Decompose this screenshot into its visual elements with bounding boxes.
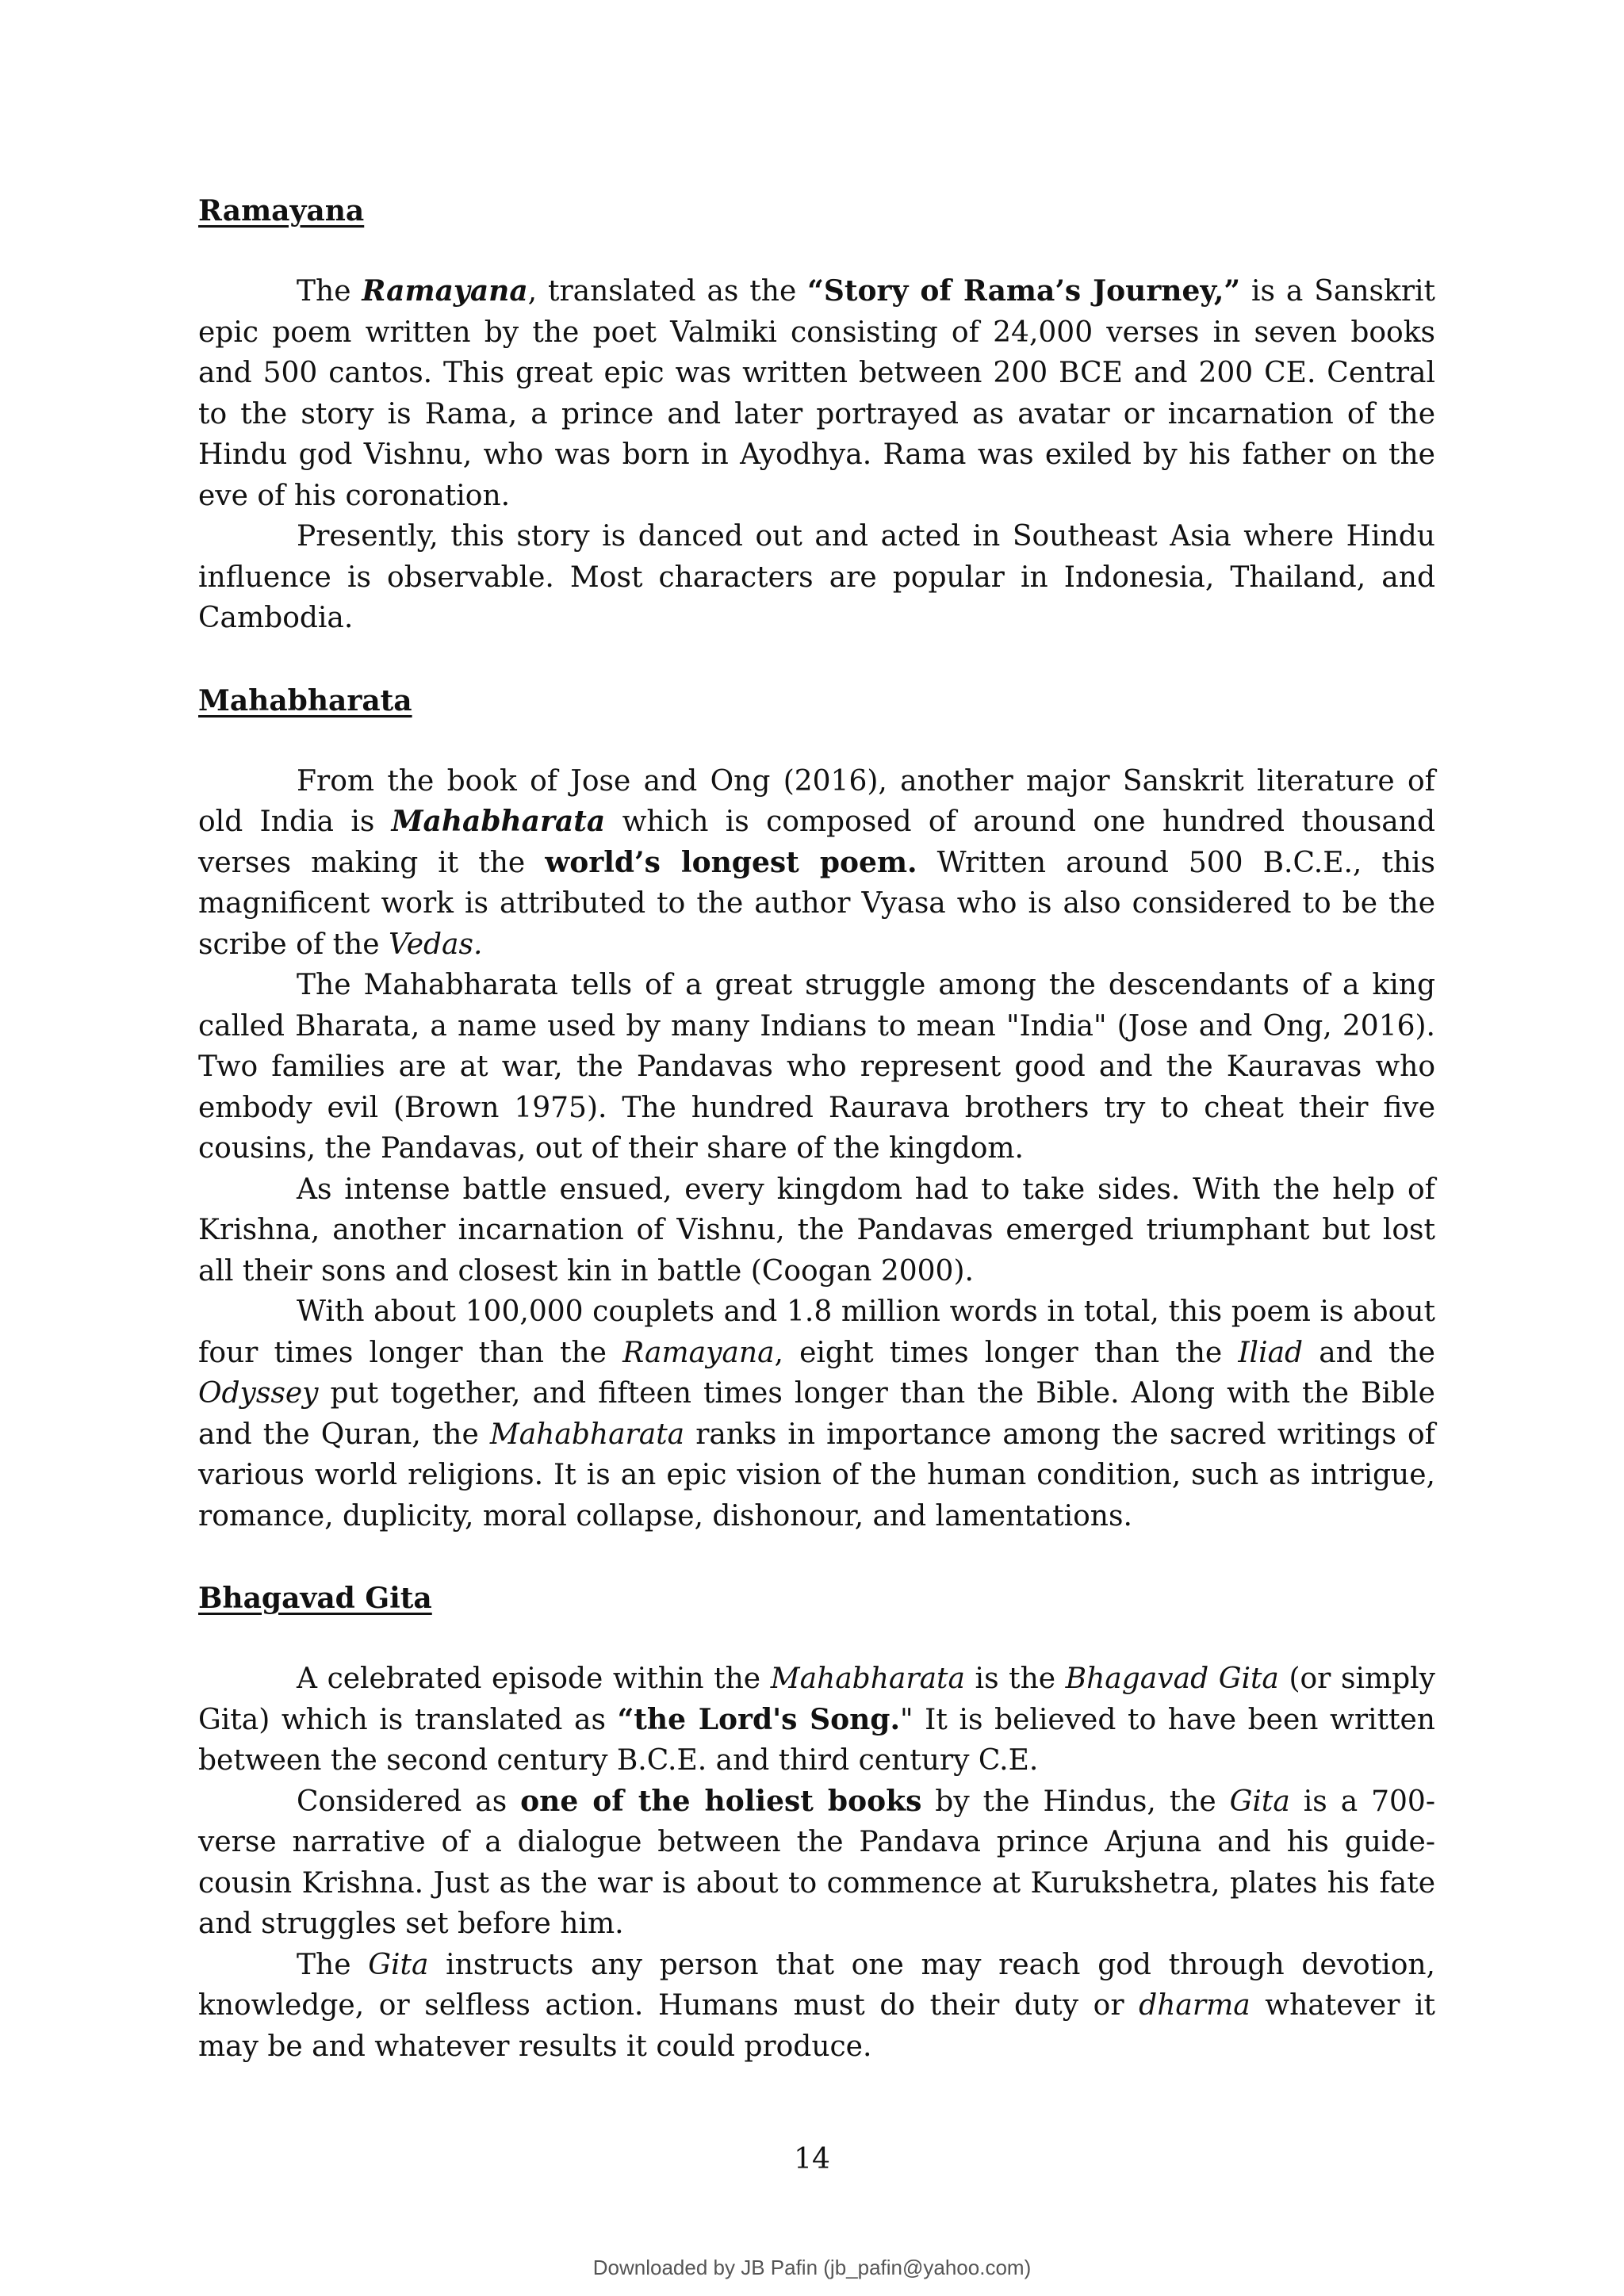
emphasis-text: Ramayana [362,274,528,308]
text-run: which is composed of around one hundred thousand verses making it the [198,806,1435,879]
section-mahabharata [198,680,1435,1537]
text-run: Presently, this story is danced out and acted in Southeast Asia where Hindu influence is observable. Most characters are popular in Indonesia, Thailand, and Cambodia. [198,520,1435,634]
text-run: From the book of Jose and Ong (2016), another major Sanskrit literature of old India is [198,764,1435,838]
paragraph [198,516,1435,639]
section-heading: Bhagavad Gita [198,1582,432,1615]
paragraph [198,1659,1435,1781]
paragraph [198,1292,1435,1536]
text-run: ranks in importance among the sacred writings of various world religions. It is an epic vision of the human condition, such as intrigue, romance, duplicity, moral collapse, dishonour, and lamentations. [198,1418,1435,1533]
italic-text: Ramayana [622,1336,775,1369]
italic-text: Odyssey [198,1377,319,1410]
text-run: Written around 500 B.C.E., this magnificent work is attributed to the author Vyasa who is also considered to be the scribe of the [198,846,1436,961]
italic-text: Bhagavad Gita [1065,1663,1279,1695]
text-run: put together, and fifteen times longer than the Bible. Along with the Bible and the Quran, the [198,1377,1435,1451]
text-run: The [297,1948,369,1981]
italic-text: Gita [1229,1785,1290,1818]
text-run: " It is believed to have been written between the second century B.C.E. and third century C.E. [198,1703,1435,1777]
text-run: (or simply Gita) which is translated as [198,1663,1435,1736]
text-run: The Mahabharata tells of a great struggle among the descendants of a king called Bharata, a name used by many Indians to mean "India" (Jose and Ong, 2016). Two families are at war, the Pandavas who represent good and the Kauravas who embody evil (Brown 1975). The hundred Raurava brothers try to cheat their five cousins, the Pandavas, out of their share of the kingdom. [198,969,1435,1165]
section-heading: Ramayana [198,194,365,228]
italic-text: dharma [1139,1989,1251,2022]
text-run: , eight times longer than the [774,1336,1239,1369]
text-run: Considered as [297,1785,521,1818]
text-run: instructs any person that one may reach god through devotion, knowledge, or selfless action. Humans must do their duty or [198,1948,1435,2022]
text-run: is a Sanskrit epic poem written by the poet Valmiki consisting of 24,000 verses in seven books and 500 cantos. This great epic was written between 200 BCE and 200 CE. Central to the story is Rama, a prince and later portrayed as avatar or incarnation of the Hindu god Vishnu, who was born in Ayodhya. Rama was exiled by his father on the eve of his coronation. [198,275,1436,512]
text-run: is a 700-verse narrative of a dialogue between the Pandava prince Arjuna and his guide-cousin Krishna. Just as the war is about to commence at Kurukshetra, plates his fate and struggles set before him. [198,1785,1435,1940]
section-heading: Mahabharata [198,683,412,718]
paragraph [198,1781,1435,1945]
text-run: With about 100,000 couplets and 1.8 million words in total, this poem is about four times longer than the [198,1295,1435,1369]
text-run: and the [1303,1336,1435,1369]
page-number: 14 [794,2143,830,2175]
section-ramayana [198,190,1435,639]
bold-text: world’s longest poem. [545,845,917,879]
italic-text: Mahabharata [489,1418,685,1451]
italic-text: Vedas. [389,928,483,961]
italic-text: Gita [368,1948,429,1981]
paragraph [198,761,1435,966]
text-run: by the Hindus, the [921,1785,1230,1818]
italic-text: Mahabharata [770,1663,965,1695]
page-content [198,190,1435,2067]
bold-text: “the Lord's Song. [617,1702,901,1736]
text-run: whatever it may be and whatever results it could produce. [198,1989,1436,2063]
download-footer: Downloaded by JB Pafin (jb_pafin@yahoo.com) [592,2256,1032,2279]
text-run: , translated as the [527,275,808,308]
text-run: As intense battle ensued, every kingdom had to take sides. With the help of Krishna, another incarnation of Vishnu, the Pandavas emerged triumphant but lost all their sons and closest kin in battle (Coogan 2000). [198,1173,1435,1288]
section-bhagavad-gita [198,1578,1435,2067]
bold-text: one of the holiest books [520,1784,922,1818]
paragraph [198,1169,1435,1292]
emphasis-text: Mahabharata [391,805,606,838]
paragraph [198,965,1435,1169]
paragraph [198,1945,1435,2068]
italic-text: Iliad [1238,1336,1304,1369]
text-run: A celebrated episode within the [297,1663,771,1695]
text-run: is the [964,1663,1066,1695]
paragraph [198,271,1435,516]
bold-text: “Story of Rama’s Journey,” [807,274,1241,308]
text-run: The [297,275,362,308]
